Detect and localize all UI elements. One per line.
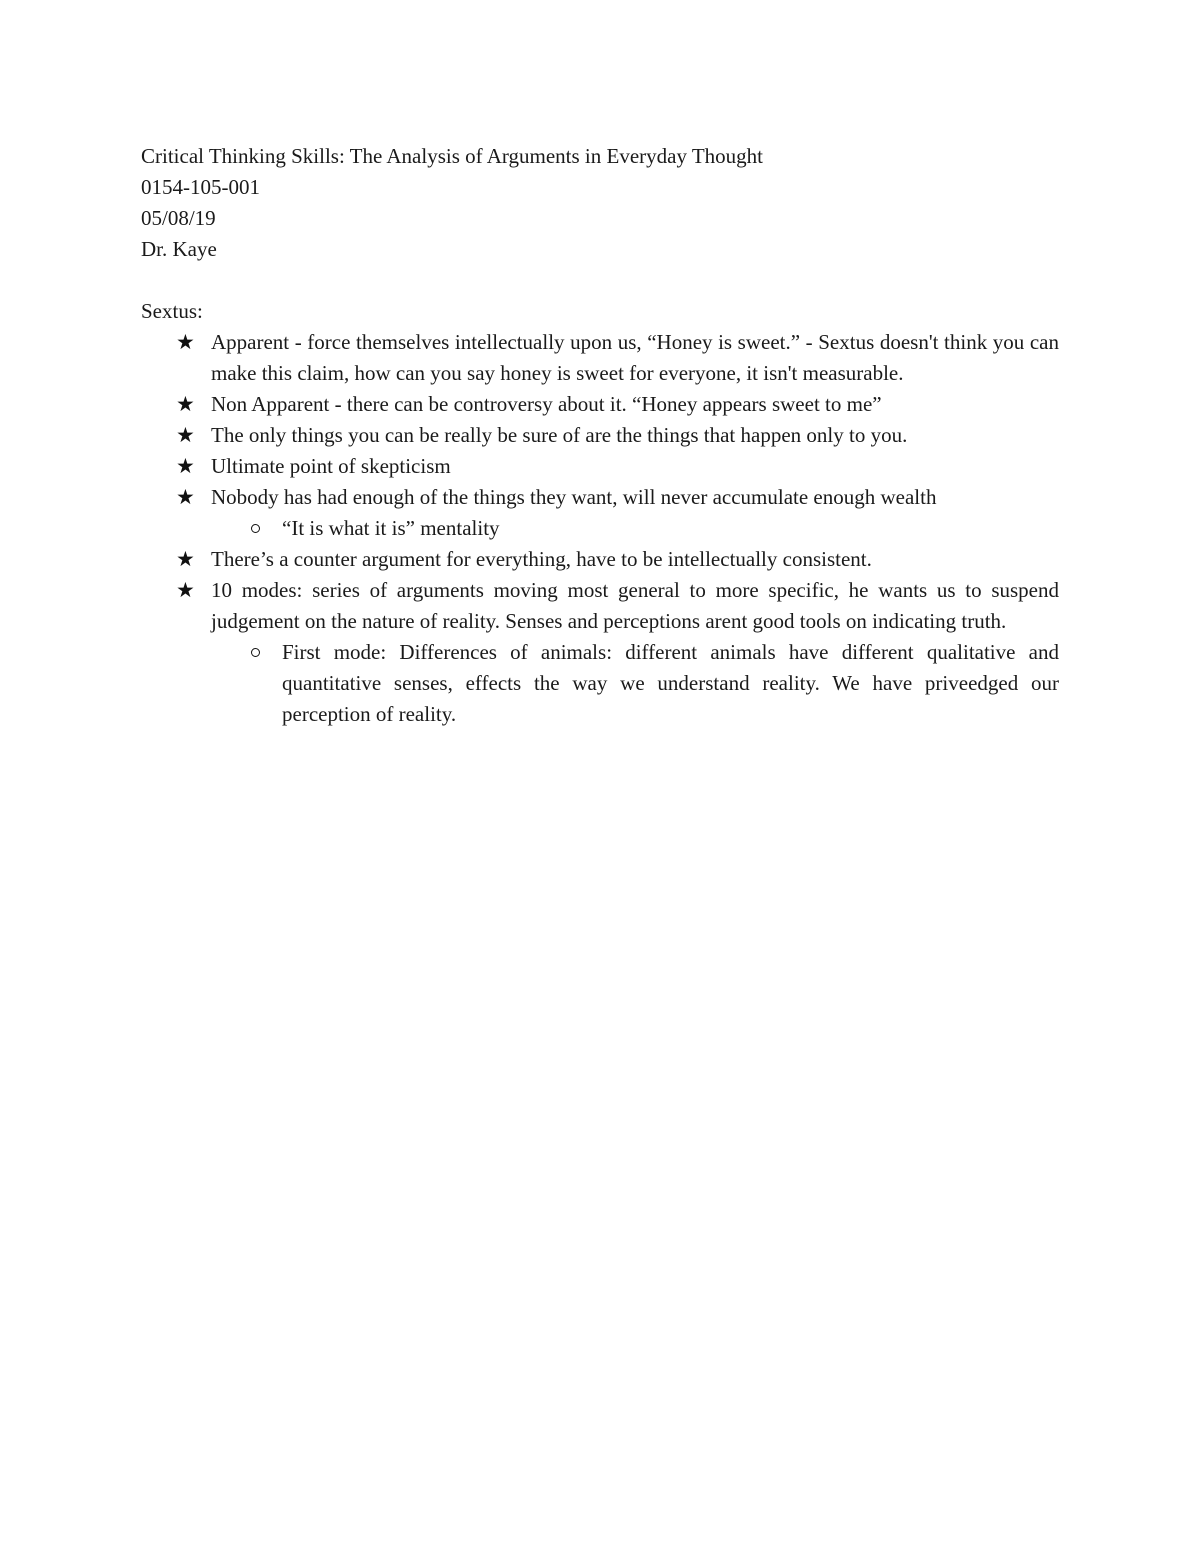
list-item [141,575,1059,730]
list-item [141,420,1059,451]
list-item [141,451,1059,482]
sub-list-item [211,637,1059,730]
star-bullet-icon: ★ [176,392,195,416]
list-item [141,327,1059,389]
list-item [141,544,1059,575]
star-bullet-icon: ★ [176,578,195,602]
list-item-text: Ultimate point of skepticism [211,454,451,478]
list-item-text: The only things you can be really be sure of are the things that happen only to you. [211,423,908,447]
star-bullet-icon: ★ [176,423,195,447]
sub-list-item-text: “It is what it is” mentality [282,516,500,540]
course-code: 0154-105-001 [141,175,260,199]
document-body [141,141,1059,730]
course-title: Critical Thinking Skills: The Analysis of Arguments in Everyday Thought [141,144,764,168]
star-bullet-icon: ★ [176,330,195,354]
list-item-text: There’s a counter argument for everything, have to be intellectually consistent. [211,547,872,571]
section-heading: Sextus: [141,299,203,323]
circle-bullet-icon [251,524,260,533]
instructor-name: Dr. Kaye [141,237,217,261]
star-bullet-icon: ★ [176,454,195,478]
sub-bullet-list [211,513,1059,544]
sub-list-item-text: First mode: Differences of animals: different animals have different qualitative and quantitative senses, effects the way we understand reality. We have priveedged our perception of reality. [282,640,1059,726]
star-bullet-icon: ★ [176,485,195,509]
list-item-text: Apparent - force themselves intellectually upon us, “Honey is sweet.” - Sextus doesn't think you can make this claim, how can you say honey is sweet for everyone, it isn't measurable. [211,330,1059,385]
list-item-text: 10 modes: series of arguments moving most general to more specific, he wants us to suspend judgement on the nature of reality. Senses and perceptions arent good tools on indicating truth. [211,578,1059,633]
note-date: 05/08/19 [141,206,216,230]
sub-list-item [211,513,1059,544]
circle-bullet-icon [251,648,260,657]
list-item-text: Non Apparent - there can be controversy about it. “Honey appears sweet to me” [211,392,882,416]
list-item [141,389,1059,420]
bullet-list [141,327,1059,730]
list-item-text: Nobody has had enough of the things they want, will never accumulate enough wealth [211,485,937,509]
blank-line [141,265,1059,296]
sub-bullet-list [211,637,1059,730]
star-bullet-icon: ★ [176,547,195,571]
list-item [141,482,1059,544]
